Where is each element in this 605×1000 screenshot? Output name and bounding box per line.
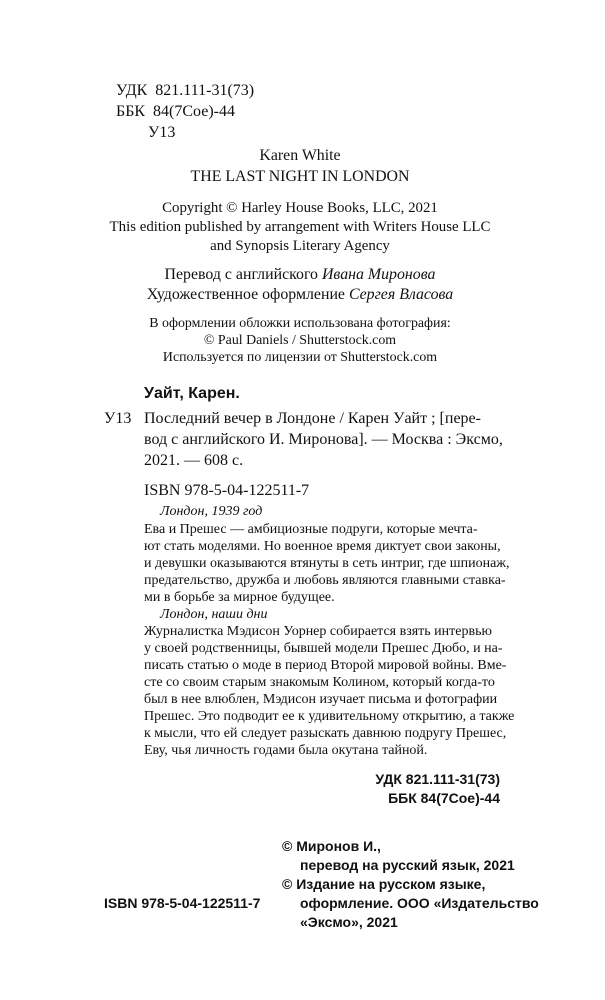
para1-line-3: и девушки оказываются втянуты в сеть интриг, где шпионаж, <box>144 556 510 571</box>
copyright-line-2: This edition published by arrangement with Writers House LLC <box>109 219 491 235</box>
setting-1: Лондон, 1939 год <box>160 504 263 519</box>
author-sign: У13 <box>148 124 176 141</box>
original-author: Karen White <box>259 147 341 164</box>
bottom-udk: УДК 821.111-31(73) <box>375 771 500 787</box>
bottom-isbn: ISBN 978-5-04-122511-7 <box>104 895 261 911</box>
bottom-copyright-3: © Издание на русском языке, <box>282 876 486 892</box>
para2-line-2: у своей родственницы, бывшей модели Прешес Дюбо, и на- <box>144 641 503 656</box>
bottom-copyright-5: «Эксмо», 2021 <box>300 914 398 930</box>
catalog-isbn: ISBN 978-5-04-122511-7 <box>144 482 310 499</box>
design-credit <box>0 286 600 304</box>
catalog-desc-2: вод с английского И. Миронова]. — Москва : Эксмо, <box>144 431 503 448</box>
photo-credit-2: © Paul Daniels / Shutterstock.com <box>203 333 397 348</box>
para2-line-6: Прешес. Это подводит ее к удивительному открытию, а также <box>144 709 515 724</box>
udk-value: 821.111-31(73) <box>155 82 255 99</box>
catalog-desc-1: Последний вечер в Лондоне / Карен Уайт ; [пере- <box>144 410 481 427</box>
para2-line-8: Еву, чья личность годами была окутана тайной. <box>144 743 428 758</box>
translation-credit <box>0 266 600 284</box>
bottom-bbk: ББК 84(7Сое)-44 <box>388 790 500 806</box>
para1-line-1: Ева и Прешес — амбициозные подруги, которые мечта- <box>144 522 478 537</box>
bbk-value: 84(7Сое)-44 <box>153 103 235 120</box>
translation-prefix: Перевод с английского <box>164 266 318 283</box>
para1-line-4: предательство, дружба и любовь являются главными ставка- <box>144 573 506 588</box>
udk-label: УДК <box>116 82 148 99</box>
para2-line-7: к мысли, что ей следует разыскать давнюю подругу Прешес, <box>144 726 507 741</box>
bbk-label: ББК <box>116 103 146 120</box>
para1-line-5: ми в борьбе за мирное будущее. <box>144 590 335 605</box>
design-prefix: Художественное оформление <box>146 286 345 303</box>
photo-credit-1: В оформлении обложки использована фотография: <box>149 316 451 331</box>
original-title: THE LAST NIGHT IN LONDON <box>190 168 410 185</box>
para2-line-1: Журналистка Мэдисон Уорнер собирается взять интервью <box>144 624 492 639</box>
catalog-author-heading: Уайт, Карен. <box>144 385 240 402</box>
copyright-line-1: Copyright © Harley House Books, LLC, 2021 <box>162 200 438 216</box>
copyright-line-3: and Synopsis Literary Agency <box>210 238 390 254</box>
bottom-copyright-4: оформление. ООО «Издательство <box>300 895 539 911</box>
para2-line-4: сте со своим старым знакомым Колином, который когда-то <box>144 675 495 690</box>
para2-line-5: был в нее влюблен, Мэдисон изучает письма и фотографии <box>144 692 498 707</box>
para2-line-3: писать статью о моде в период Второй мировой войны. Вме- <box>144 658 507 673</box>
translator-name: Ивана Миронова <box>321 266 436 283</box>
designer-name: Сергея Власова <box>348 286 454 303</box>
udk-line <box>116 82 254 100</box>
photo-credit-3: Используется по лицензии от Shutterstock.com <box>162 350 438 365</box>
catalog-sign: У13 <box>104 410 132 427</box>
bottom-copyright-2: перевод на русский язык, 2021 <box>300 857 515 873</box>
catalog-desc-3: 2021. — 608 с. <box>144 452 244 469</box>
bottom-copyright-1: © Миронов И., <box>282 838 381 854</box>
bbk-line <box>116 103 235 121</box>
para1-line-2: ют стать моделями. Но военное время диктует свои законы, <box>144 539 501 554</box>
setting-2: Лондон, наши дни <box>160 607 268 622</box>
